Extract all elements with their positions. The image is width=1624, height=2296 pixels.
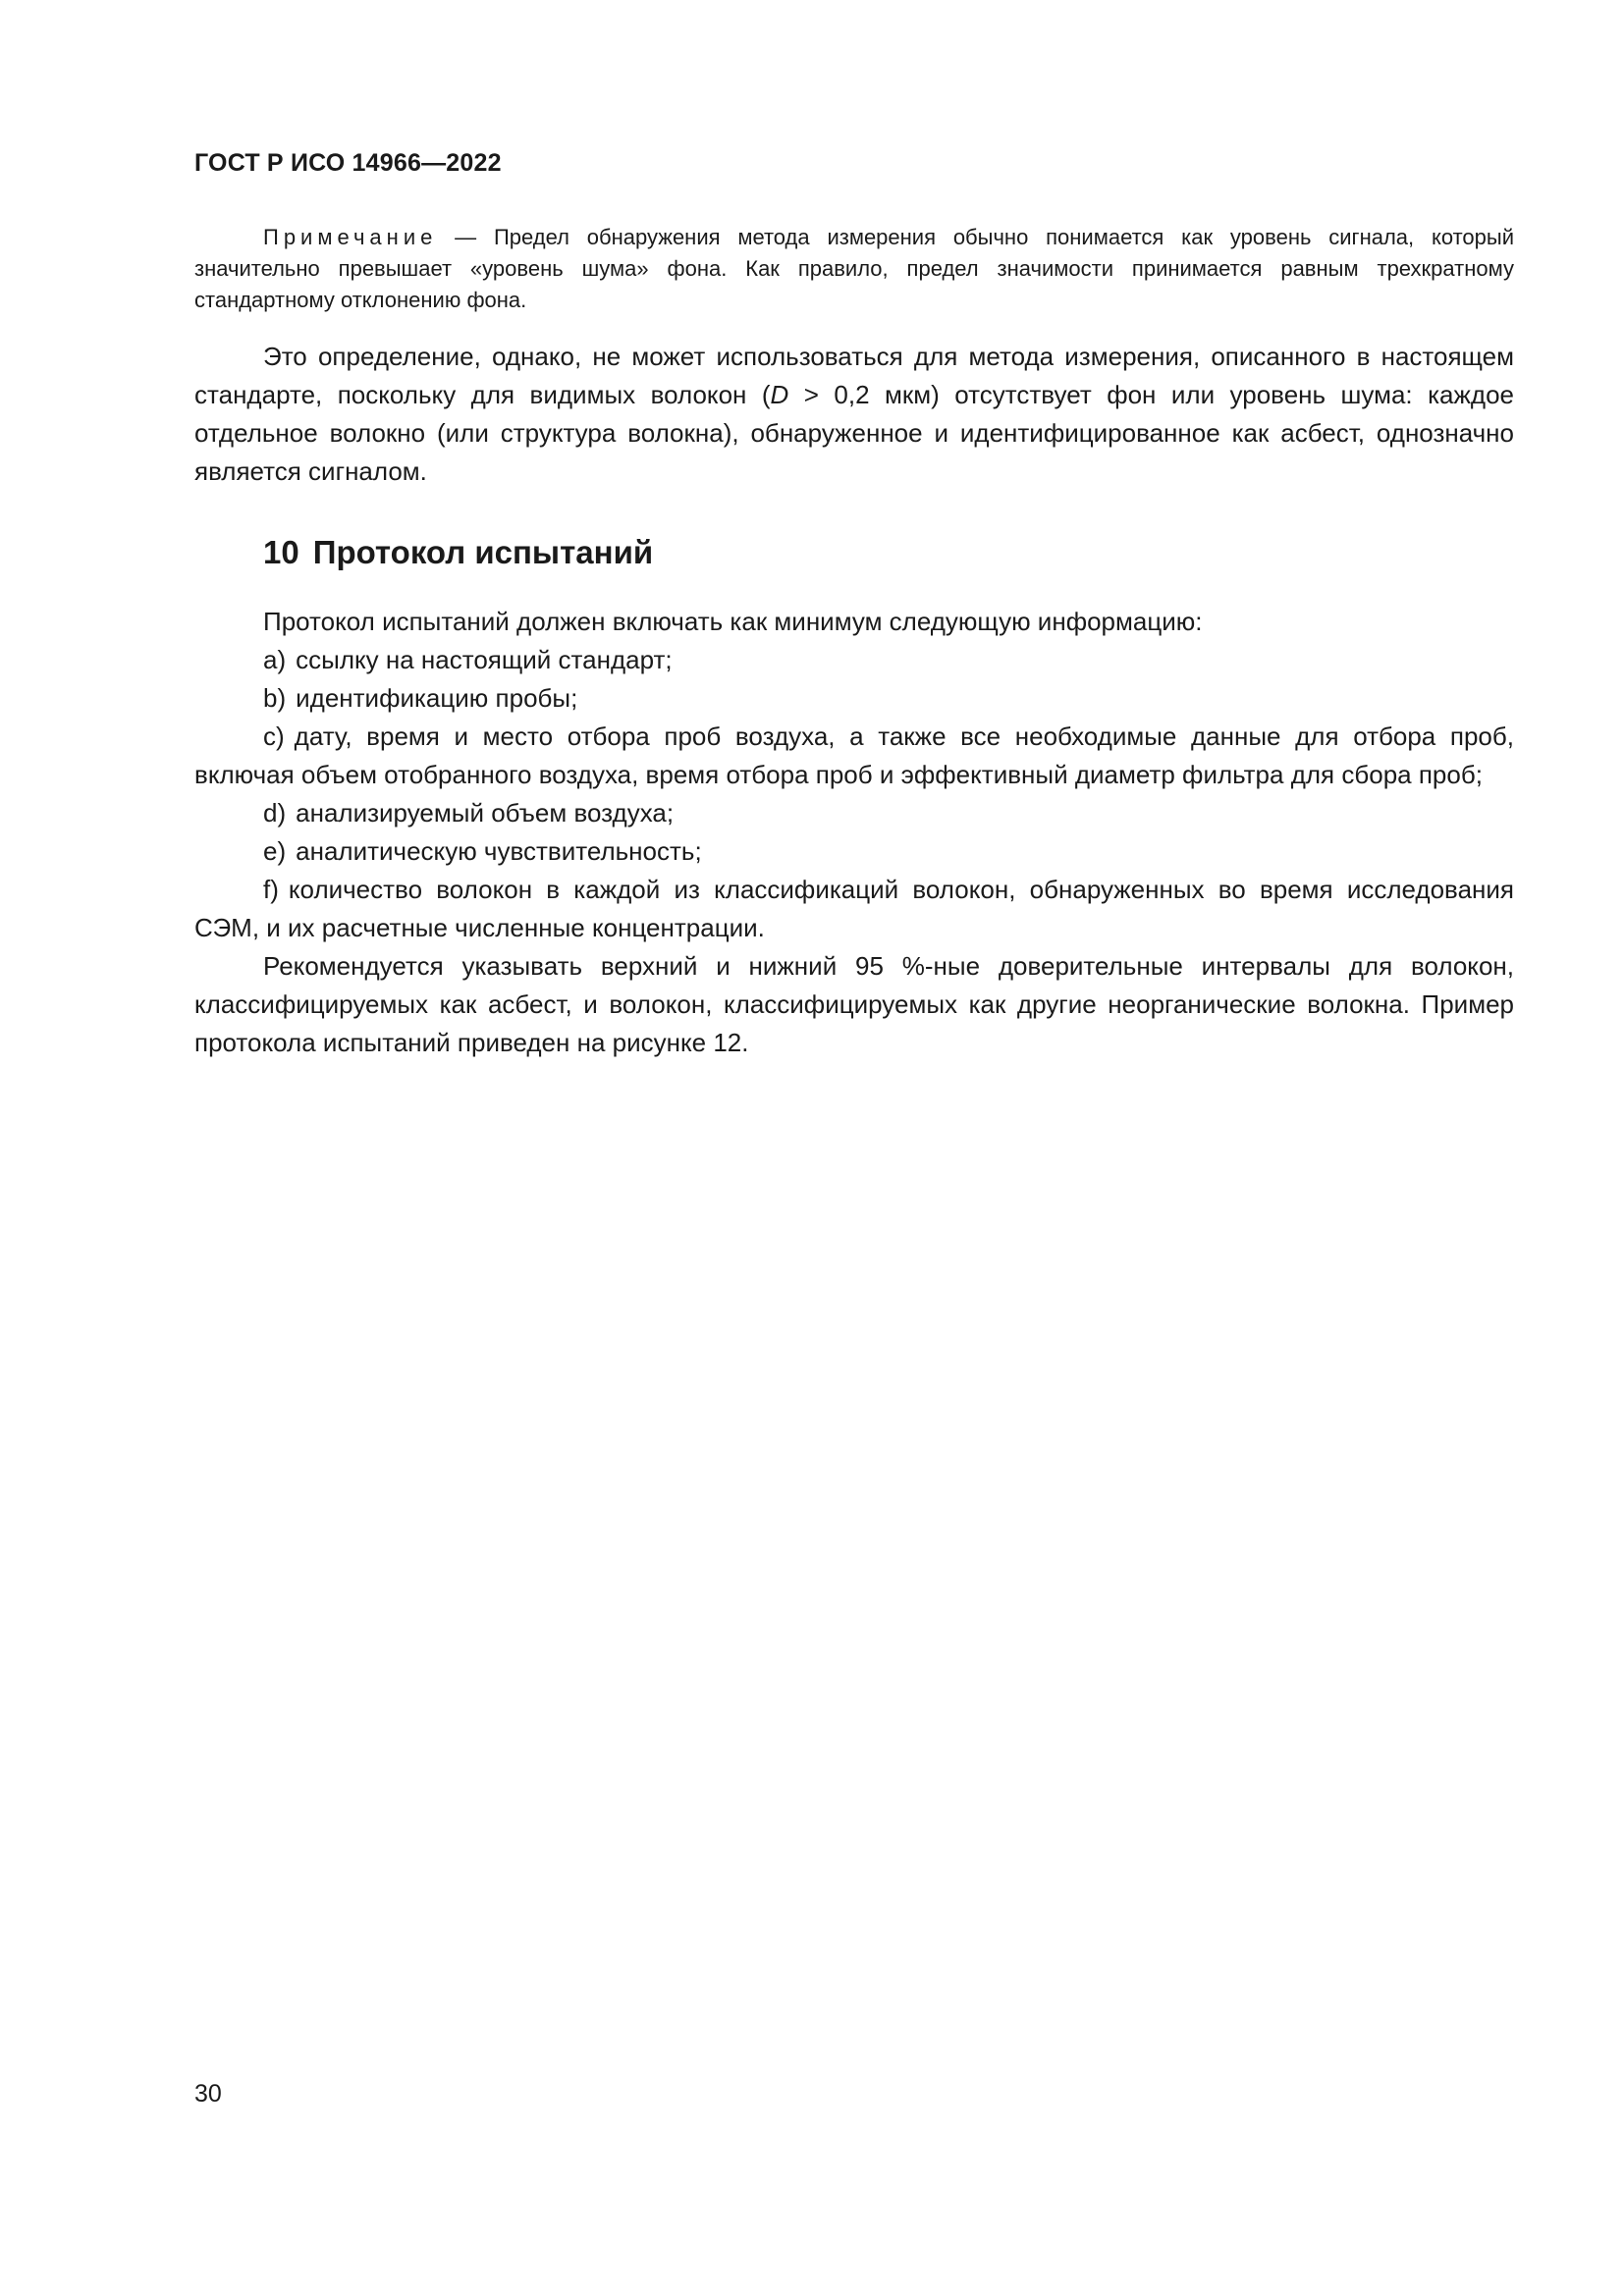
list-item-text: дату, время и место отбора проб воздуха, а также все необходимые данные для отбора проб, включая объем отобранного воздуха, время отбора проб и эффективный диаметр фильтра для сбора проб; bbox=[194, 721, 1514, 789]
definition-text-end: > 0,2 мкм) отсутствует фон или уровень шума: каждое отдельное волокно (или структура волокна), обнаруженное и идентифицированное как асбест, однозначно является сигналом. bbox=[194, 380, 1515, 486]
requirements-list bbox=[194, 641, 1514, 947]
list-item bbox=[194, 679, 1514, 718]
list-marker: a) bbox=[263, 645, 287, 674]
note-label: Примечание bbox=[263, 225, 438, 249]
list-marker: b) bbox=[263, 683, 287, 713]
section-title: Протокол испытаний bbox=[312, 534, 654, 570]
note-text: — Предел обнаружения метода измерения обычно понимается как уровень сигнала, который значительно превышает «уровень шума» фона. Как правило, предел значимости принимается равным трехкратному стандартному отклонению фона. bbox=[194, 225, 1514, 312]
section-number: 10 bbox=[263, 534, 299, 570]
list-item bbox=[194, 794, 1514, 832]
list-item-text: ссылку на настоящий стандарт; bbox=[296, 645, 673, 674]
page-number: 30 bbox=[194, 2080, 222, 2108]
list-item bbox=[194, 832, 1514, 871]
list-item-text: аналитическую чувствительность; bbox=[296, 836, 702, 866]
list-item-text: анализируемый объем воздуха; bbox=[296, 798, 675, 828]
list-marker: c) bbox=[263, 721, 285, 751]
definition-text-start: Это определение, однако, не может использоваться для метода измерения, описанного в настоящем стандарте, поскольку для видимых волокон ( bbox=[194, 342, 1514, 409]
list-item-text: идентификацию пробы; bbox=[296, 683, 578, 713]
list-item bbox=[194, 871, 1514, 947]
list-marker: e) bbox=[263, 836, 287, 866]
note-paragraph bbox=[194, 222, 1514, 316]
list-marker: d) bbox=[263, 798, 287, 828]
list-item-text: количество волокон в каждой из классификаций волокон, обнаруженных во время исследования СЭМ, и их расчетные численные концентрации. bbox=[194, 875, 1514, 942]
list-item bbox=[194, 718, 1514, 794]
section-heading bbox=[263, 532, 1514, 573]
closing-paragraph: Рекомендуется указывать верхний и нижний 95 %-ные доверительные интервалы для волокон, классифицируемых как асбест, и волокон, классифицируемых как другие неорганические волокна. Пример протокола испытаний приведен на рисунке 12. bbox=[194, 951, 1514, 1057]
document-header: ГОСТ Р ИСО 14966—2022 bbox=[194, 149, 502, 177]
definition-paragraph bbox=[194, 338, 1514, 491]
list-marker: f) bbox=[263, 875, 279, 904]
list-item bbox=[194, 641, 1514, 679]
diameter-variable: D bbox=[770, 380, 789, 409]
section-intro: Протокол испытаний должен включать как минимум следующую информацию: bbox=[263, 607, 1203, 636]
document-body bbox=[194, 222, 1514, 1062]
